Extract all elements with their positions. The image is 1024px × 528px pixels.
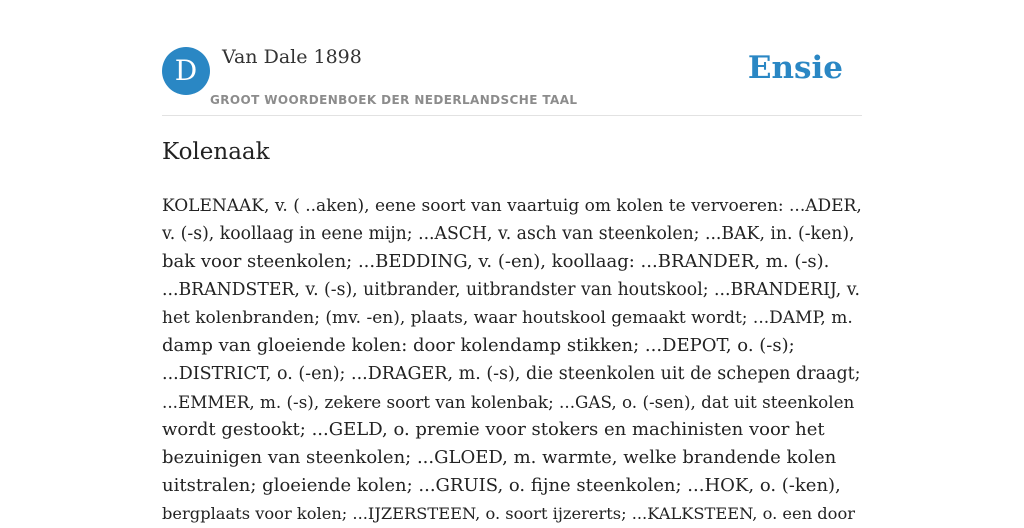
dictionary-title[interactable]: Van Dale 1898 (222, 46, 362, 68)
dictionary-subtitle: GROOT WOORDENBOEK DER NEDERLANDSCHE TAAL (210, 93, 578, 107)
entry-line: het kolenbranden; (mv. -en), plaats, waar houtskool gemaakt wordt; ...DAMP, m. (162, 308, 853, 328)
entry-line: KOLENAAK, v. ( ..aken), eene soort van vaartuig om kolen te vervoeren: ...ADER, (162, 196, 862, 216)
entry-title: Kolenaak (162, 139, 270, 165)
site-header (162, 40, 862, 116)
dictionary-logo-icon[interactable]: D (162, 47, 210, 95)
entry-line: bak voor steenkolen; ...BEDDING, v. (-en), koollaag: ...BRANDER, m. (-s). (162, 251, 830, 272)
entry-line: bergplaats voor kolen; ...IJZERSTEEN, o. soort ijzererts; ...KALKSTEEN, o. een door (162, 504, 856, 523)
entry-line: uitstralen; gloeiende kolen; ...GRUIS, o. fijne steenkolen; ...HOK, o. (-ken), (162, 475, 841, 496)
entry-line: ...EMMER, m. (-s), zekere soort van kolenbak; ...GAS, o. (-sen), dat uit steenkolen (162, 392, 855, 412)
entry-line: bezuinigen van steenkolen; ...GLOED, m. warmte, welke brandende kolen (162, 447, 837, 468)
entry-body (162, 192, 862, 528)
entry-line: v. (-s), koollaag in eene mijn; ...ASCH, v. asch van steenkolen; ...BAK, in. (-ken), (162, 224, 855, 244)
entry-line: wordt gestookt; ...GELD, o. premie voor stokers en machinisten voor het (162, 419, 825, 440)
entry-line: ...DISTRICT, o. (-en); ...DRAGER, m. (-s), die steenkolen uit de schepen draagt; (162, 364, 861, 384)
entry-line: ...BRANDSTER, v. (-s), uitbrander, uitbrandster van houtskool; ...BRANDERIJ, v. (162, 280, 860, 300)
ensie-logo[interactable]: Ensie (747, 50, 843, 86)
entry-line: damp van gloeiende kolen: door kolendamp stikken; ...DEPOT, o. (-s); (162, 335, 795, 356)
